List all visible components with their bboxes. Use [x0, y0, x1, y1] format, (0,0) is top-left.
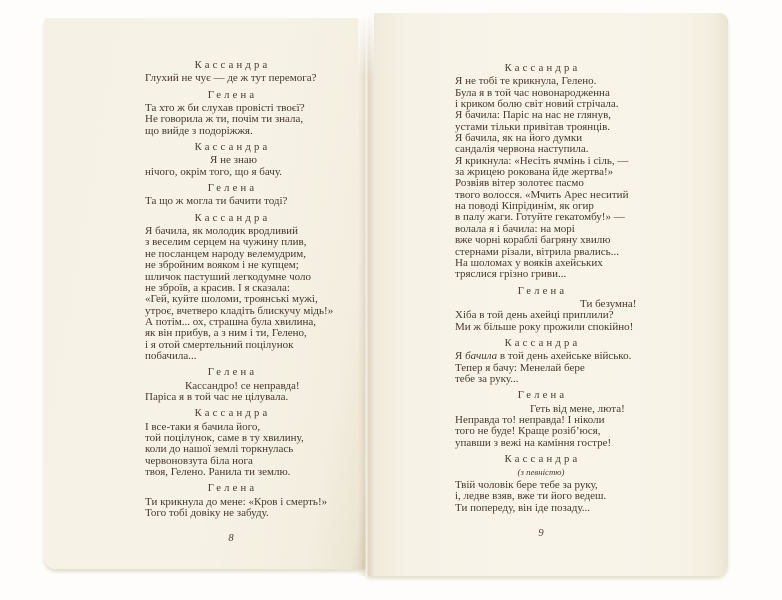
verse-line: тряслися грізно гриви... [455, 268, 567, 281]
verse-line: червоновзута біла нога [145, 454, 253, 467]
dialogue-section [145, 213, 367, 362]
verse-line: Паріса я в той час не цілувала. [145, 390, 289, 403]
dialogue-section [455, 63, 677, 281]
verse-line: тебе за руку... [455, 372, 519, 385]
verse-line: Геть від мене, люта! [530, 402, 625, 415]
verse-line: нічого, окрім того, що я бачу. [145, 165, 282, 178]
verse-line: Розвіяв вітер золотеє пасмо [455, 177, 584, 190]
verse-line: І все-таки я бачила його, [145, 420, 261, 433]
dialogue-section [455, 338, 677, 385]
dialogue-section [145, 483, 367, 519]
speaker-name: Гелена [207, 89, 258, 101]
dialogue-section [145, 60, 367, 85]
verse-line: Я не знаю [210, 154, 257, 167]
verse-line: твоя, Гелено. Ранила ти землю. [145, 466, 291, 478]
verse-line: і криком болю світ новий стрічала. [455, 98, 619, 111]
verse-line: і, ледве взяв, вже ти його ведеш. [455, 490, 607, 503]
verse-line: Глухий не чує — де ж тут перемога? [145, 72, 317, 85]
verse-line: Я бачила: Паріс на нас не глянув, [455, 109, 612, 122]
verse-line: Хіба в той день ахейці приплили? [455, 309, 614, 322]
verse-line: Я крикнула: «Несіть ячмінь і сіль, — [455, 154, 629, 167]
dialogue-section [455, 454, 677, 514]
italic-word: бачила [465, 350, 498, 363]
speaker-name: Гелена [207, 183, 258, 195]
verse-line: стернами різали, вітрила рвались... [455, 245, 619, 258]
verse-line: вже чорні кораблі багряну хвилю [455, 234, 611, 247]
verse-line: коли до нашої землі торкнулась [145, 443, 294, 456]
verse-line: Була я в той час новонародже́нна [455, 86, 610, 99]
verse-line: не збройним вояком і не купцем; [145, 259, 299, 272]
verse-line: Та хто ж би слухав провісті твоєї? [145, 102, 305, 115]
verse-line: за жрицею рокована йде жертва!» [455, 166, 614, 179]
speaker-name: Кассандра [504, 454, 581, 465]
verse-line: сандалія червона наступила. [455, 143, 589, 156]
verse-line: Я бачила, як на його думки [455, 132, 583, 145]
verse-line: Тепер я бачу: Менелай бере [455, 361, 585, 374]
speaker-name: Гелена [207, 367, 258, 379]
verse-line: «Гей, куйте шоломи, троянські мужі, [145, 293, 318, 306]
verse-line: Я не тобі те крикнула, Гелено. [455, 75, 597, 88]
dialogue-section [145, 183, 367, 208]
left-page-text [145, 60, 367, 545]
verse-line: не посланцем народу велемудрим, [145, 247, 306, 260]
speaker-name: Кассандра [504, 63, 581, 74]
verse-line: і я отой смертельний поцілунок [145, 338, 294, 351]
dialogue-section [455, 390, 677, 449]
verse-line: Не говорила ж ти, почім ти знала, [145, 113, 304, 126]
verse-line: що вийде з подоріжжя. [145, 124, 253, 137]
speaker-name: Гелена [517, 285, 568, 297]
speaker-name: Кассандра [194, 60, 271, 71]
dialogue-section [145, 142, 367, 178]
dialogue-section [145, 90, 367, 137]
verse-line: той поцілунок, саме в ту хвилину, [145, 431, 304, 444]
speaker-name: Гелена [207, 483, 258, 495]
speaker-name: Кассандра [194, 212, 271, 224]
verse-line: Та що ж могла ти бачити тоді? [145, 195, 288, 208]
verse-line: Твій чоловік бере тебе за руку, [455, 478, 598, 491]
dialogue-section [145, 367, 367, 403]
verse-line: Того тобі довіку не забуду. [145, 507, 269, 520]
verse-line: Я бачила, як молодик вродливий [145, 225, 298, 238]
dialogue-section [455, 286, 677, 333]
speaker-name: Кассандра [504, 337, 581, 349]
verse-line: Ти крикнула до мене: «Кров і смерть!» [145, 495, 328, 508]
verse-line: А потім... ох, страшна була хвилина, [145, 315, 316, 328]
speaker-name: Кассандра [194, 408, 271, 420]
verse-line: на поводі Кіпрідинім, як огир [455, 200, 594, 213]
verse-line: упавши з вежі на каміння гостре! [455, 436, 612, 449]
page-number: 9 [538, 527, 544, 539]
verse-line: Кассандро! се неправда! [185, 379, 300, 392]
verse-line: з веселим серцем на чужину плив, [145, 236, 307, 249]
line-part: в той день ахейське військо. [497, 350, 632, 363]
verse-line: устами тільки привітав троянців. [455, 120, 611, 133]
verse-line: Ми ж більше року прожили спокійно! [455, 320, 634, 333]
verse-line [455, 351, 677, 362]
verse-line: як він прибув, а з ним і ти, Гелено, [145, 327, 307, 340]
speaker-name: Гелена [517, 390, 568, 402]
verse-line: утроє, вчетверо кладіть блискучу мідь!» [145, 304, 334, 317]
stage-direction: (з певністю) [517, 467, 565, 478]
verse-line: не зброїв, а красив. І я сказала: [145, 281, 290, 294]
verse-line: побачила... [145, 349, 197, 362]
verse-line: того не буде! Краще розіб’юся, [455, 425, 601, 438]
right-page-text [455, 63, 677, 539]
verse-line: Ти безумна! [580, 297, 637, 310]
verse-line: На шоломах у вояків ахейських [455, 256, 603, 269]
page-number: 8 [228, 533, 234, 545]
line-part: Я [455, 350, 466, 363]
verse-line: шличок пастуший легкодумне чоло [145, 270, 311, 283]
verse-line: волала я і бачила: на морі [455, 222, 575, 235]
dialogue-section [145, 408, 367, 478]
verse-line: в палу́ жаги. Готуйте гекатомбу!» — [455, 211, 625, 224]
verse-line: Ти попереду, він іде позаду... [455, 501, 591, 514]
speaker-name: Кассандра [194, 142, 271, 154]
verse-line: твого волосся. «Мчить Арес неситий [455, 188, 629, 201]
verse-line: Неправда то! неправда! І ніколи [455, 413, 605, 426]
